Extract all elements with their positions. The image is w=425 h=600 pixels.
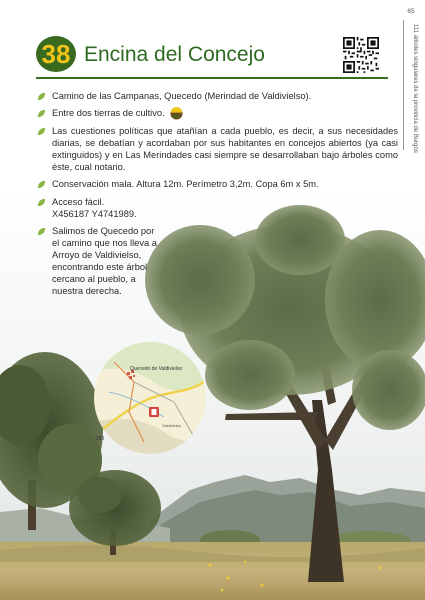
location-map[interactable] (94, 342, 206, 454)
list-item-location (36, 90, 398, 102)
list-item-measurements (36, 178, 398, 190)
list-item-directions (36, 225, 158, 297)
title-underline (36, 77, 388, 79)
leaf-bullet-icon (37, 198, 46, 207)
tree-info-list (36, 90, 398, 302)
page-title: Encina del Concejo (84, 43, 265, 66)
qr-code-icon[interactable] (343, 37, 379, 73)
access-text: Acceso fácil. (52, 196, 105, 207)
leaf-bullet-icon (37, 92, 46, 101)
page-number: 65 (407, 8, 415, 15)
side-section-title: 111 árboles singulares de la provincia de Burgos (412, 24, 418, 153)
list-item-setting (36, 107, 398, 120)
list-item-access (36, 196, 158, 220)
location-text: Camino de las Campanas, Quecedo (Merindad de Valdivielso). (52, 91, 312, 101)
coordinates-text: X456187 Y4741989. (52, 208, 137, 219)
setting-text: Entre dos tierras de cultivo. (52, 108, 165, 119)
list-item-history (36, 125, 398, 173)
measurements-text: Conservación mala. Altura 12m. Perímetro 3,2m. Copa 6m x 5m. (52, 179, 319, 190)
svg-text:Valdivielso: Valdivielso (162, 423, 181, 428)
leaf-bullet-icon (37, 227, 46, 236)
leaf-bullet-icon (37, 109, 46, 118)
tree-number-badge (36, 36, 76, 72)
leaf-bullet-icon (37, 127, 46, 136)
map-place-label: Quecedo de Valdivielso (130, 366, 183, 372)
cultivated-field-icon (170, 107, 183, 120)
map-scale: 250 (96, 436, 105, 442)
tree-number: 38 (41, 38, 71, 69)
history-text: Las cuestiones políticas que atañían a cada pueblo, es decir, a sus necesidades diarias, se debatían y acordaban por sus habitantes en concejos abiertos (ya casi extinguidos) y en Las Merindades casi siempre se desarrollaban bajo árboles como éste, cual notario. (52, 126, 398, 173)
side-divider (403, 20, 404, 150)
directions-text: Salimos de Quecedo por el camino que nos lleva a Arroyo de Valdivielso, encontrando este árbol cercano al pueblo, a nuestra derecha. (52, 225, 157, 297)
leaf-bullet-icon (37, 180, 46, 189)
